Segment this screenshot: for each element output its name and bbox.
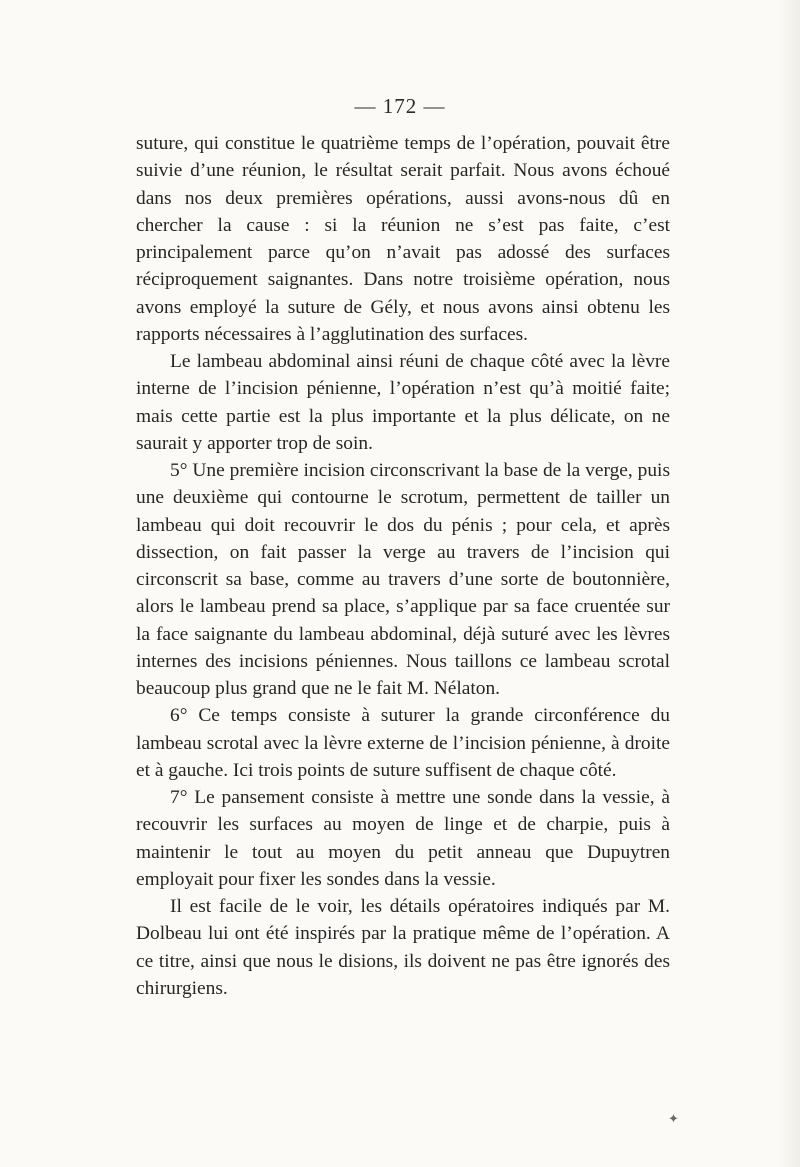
page-number: — 172 — [354,94,446,118]
paragraph-1: suture, qui constitue le quatrième temps de l’opération, pouvait être suivie d’une réunion, le résultat serait parfait. Nous avons échoué dans nos deux premières opérations, aussi avons-nous dû en chercher la cause : si la réunion ne s’est pas faite, c’est principalement parce qu’on n’avait pas adossé des surfaces réciproquement saignantes. Dans notre troisième opération, nous avons employé la suture de Gély, et nous avons ainsi obtenu les rapports nécessaires à l’agglutination des surfaces. [136,133,670,345]
paragraph-4: 6° Ce temps consiste à suturer la grande circonférence du lambeau scrotal avec la lèvre externe de l’incision pénienne, à droite et à gauche. Ici trois points de suture suffisent de chaque côté. [136,705,670,781]
paragraph-3: 5° Une première incision circonscrivant la base de la verge, puis une deuxième qui contourne le scrotum, permettent de tailler un lambeau qui doit recouvrir le dos du pénis ; pour cela, et après dissection, on fait passer la verge au travers de l’incision qui circonscrit sa base, comme au travers d’une sorte de boutonnière, alors le lambeau prend sa place, s’applique par sa face cruentée sur la face saignante du lambeau abdominal, déjà suturé avec les lèvres internes des incisions péniennes. Nous taillons ce lambeau scrotal beaucoup plus grand que ne le fait M. Nélaton. [136,460,670,699]
paragraph-2: Le lambeau abdominal ainsi réuni de chaque côté avec la lèvre interne de l’incision pénienne, l’opération n’est qu’à moitié faite; mais cette partie est la plus importante et la plus délicate, on ne saurait y apporter trop de soin. [136,351,670,454]
paragraph-6: Il est facile de le voir, les détails opératoires indiqués par M. Dolbeau lui ont été inspirés par la pratique même de l’opération. A ce titre, ainsi que nous le disions, ils doivent ne pas être ignorés des chirurgiens. [136,896,670,999]
printer-mark: ✦ [668,1112,679,1127]
page-edge-shadow [778,0,800,1167]
paragraph-5: 7° Le pansement consiste à mettre une sonde dans la vessie, à recouvrir les surfaces au moyen de linge et de charpie, puis à maintenir le tout au moyen du petit anneau que Dupuytren employait pour fixer les sondes dans la vessie. [136,787,670,890]
body-text [136,130,670,1002]
